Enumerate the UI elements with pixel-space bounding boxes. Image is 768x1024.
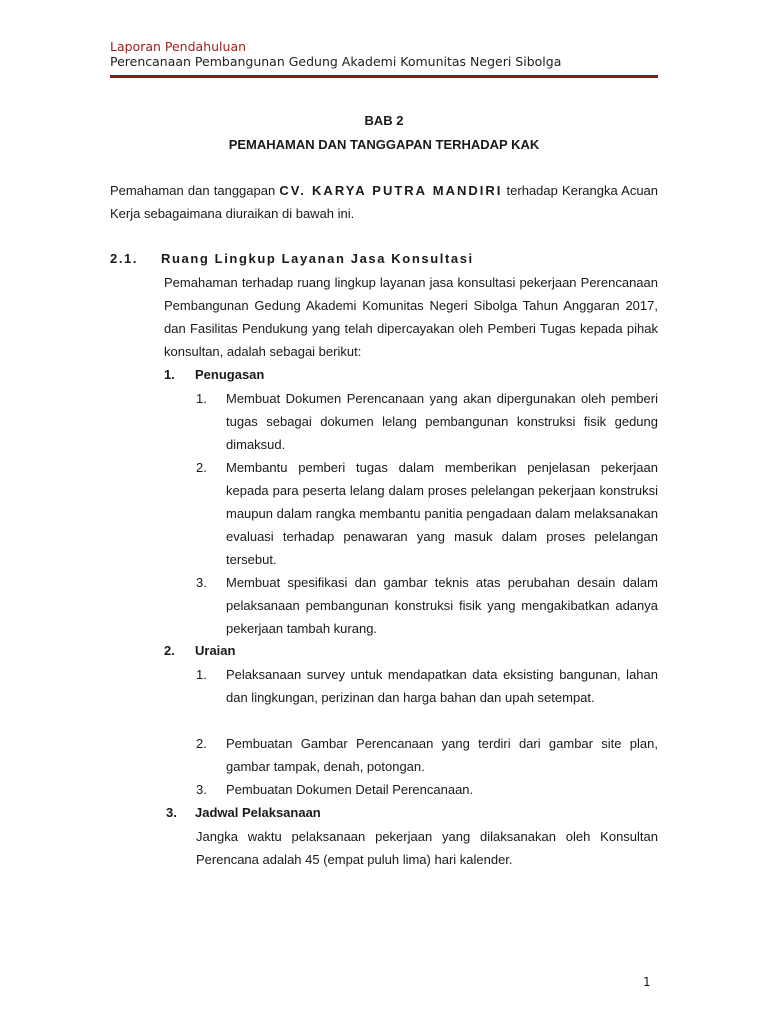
header-divider	[110, 75, 658, 78]
list-item	[196, 778, 658, 801]
section-heading	[110, 251, 474, 266]
item-number: 3.	[196, 782, 207, 797]
intro-pre: Pemahaman dan tanggapan	[110, 183, 280, 198]
list-item	[196, 732, 658, 778]
list-item	[196, 387, 658, 456]
item-number: 1.	[196, 391, 207, 406]
item-number: 1.	[196, 667, 207, 682]
chapter-title: PEMAHAMAN DAN TANGGAPAN TERHADAP KAK	[228, 137, 540, 152]
item-number: 2.	[196, 460, 207, 475]
list-item	[196, 456, 658, 571]
item-text: Membantu pemberi tugas dalam memberikan penjelasan pekerjaan kepada para peserta lelang dalam proses pelelangan pekerjaan konstruksi maupun dalam rangka membantu panitia pengadaan dalam melaksanakan evaluasi terhadap penawaran yang masuk dalam proses pelelangan tersebut.	[226, 460, 658, 567]
group-title: Uraian	[195, 643, 236, 658]
header-report-type: Laporan Pendahuluan	[110, 39, 247, 54]
item-text: Pembuatan Gambar Perencanaan yang terdiri dari gambar site plan, gambar tampak, denah, potongan.	[226, 736, 658, 774]
intro-post: terhadap Kerangka Acuan Kerja sebagaimana diuraikan di bawah ini.	[110, 183, 659, 221]
item-text: Membuat spesifikasi dan gambar teknis atas perubahan desain dalam pelaksanaan pembangunan konstruksi fisik yang mengakibatkan adanya pekerjaan tambah kurang.	[226, 575, 658, 636]
item-number: 2.	[196, 736, 207, 751]
group-title: Penugasan	[195, 367, 265, 382]
header-project-title: Perencanaan Pembangunan Gedung Akademi Komunitas Negeri Sibolga	[110, 54, 562, 69]
item-text: Membuat Dokumen Perencanaan yang akan dipergunakan oleh pemberi tugas sebagai dokumen lelang pembangunan konstruksi fisik gedung dimaksud.	[226, 391, 658, 452]
section-body: Pemahaman terhadap ruang lingkup layanan jasa konsultasi pekerjaan Perencanaan Pembangunan Gedung Akademi Komunitas Negeri Sibolga Tahun Anggaran 2017, dan Fasilitas Pendukung yang telah dipercayakan oleh Pemberi Tugas kepada pihak konsultan, adalah sebagai berikut:	[164, 275, 658, 359]
company-name: CV. KARYA PUTRA MANDIRI	[279, 183, 503, 198]
group-number: 1.	[164, 367, 175, 382]
intro-paragraph	[110, 179, 658, 225]
page-number: 1	[643, 975, 651, 989]
group-title: Jadwal Pelaksanaan	[195, 805, 321, 820]
list-item	[196, 663, 658, 709]
running-header	[110, 39, 561, 69]
group-heading-jadwal	[166, 805, 321, 820]
group-heading-penugasan	[164, 367, 264, 382]
list-item	[196, 571, 658, 640]
item-number: 3.	[196, 575, 207, 590]
chapter-label: BAB 2	[364, 113, 404, 128]
group-heading-uraian	[164, 643, 235, 658]
section-number: 2.1.	[110, 251, 139, 266]
item-text: Pembuatan Dokumen Detail Perencanaan.	[226, 782, 474, 797]
group-number: 3.	[166, 805, 177, 820]
section-title: Ruang Lingkup Layanan Jasa Konsultasi	[161, 251, 474, 266]
schedule-body: Jangka waktu pelaksanaan pekerjaan yang dilaksanakan oleh Konsultan Perencana adalah 45 (empat puluh lima) hari kalender.	[196, 829, 658, 867]
item-text: Pelaksanaan survey untuk mendapatkan data eksisting bangunan, lahan dan lingkungan, perizinan dan harga bahan dan upah setempat.	[226, 667, 658, 705]
group-number: 2.	[164, 643, 175, 658]
